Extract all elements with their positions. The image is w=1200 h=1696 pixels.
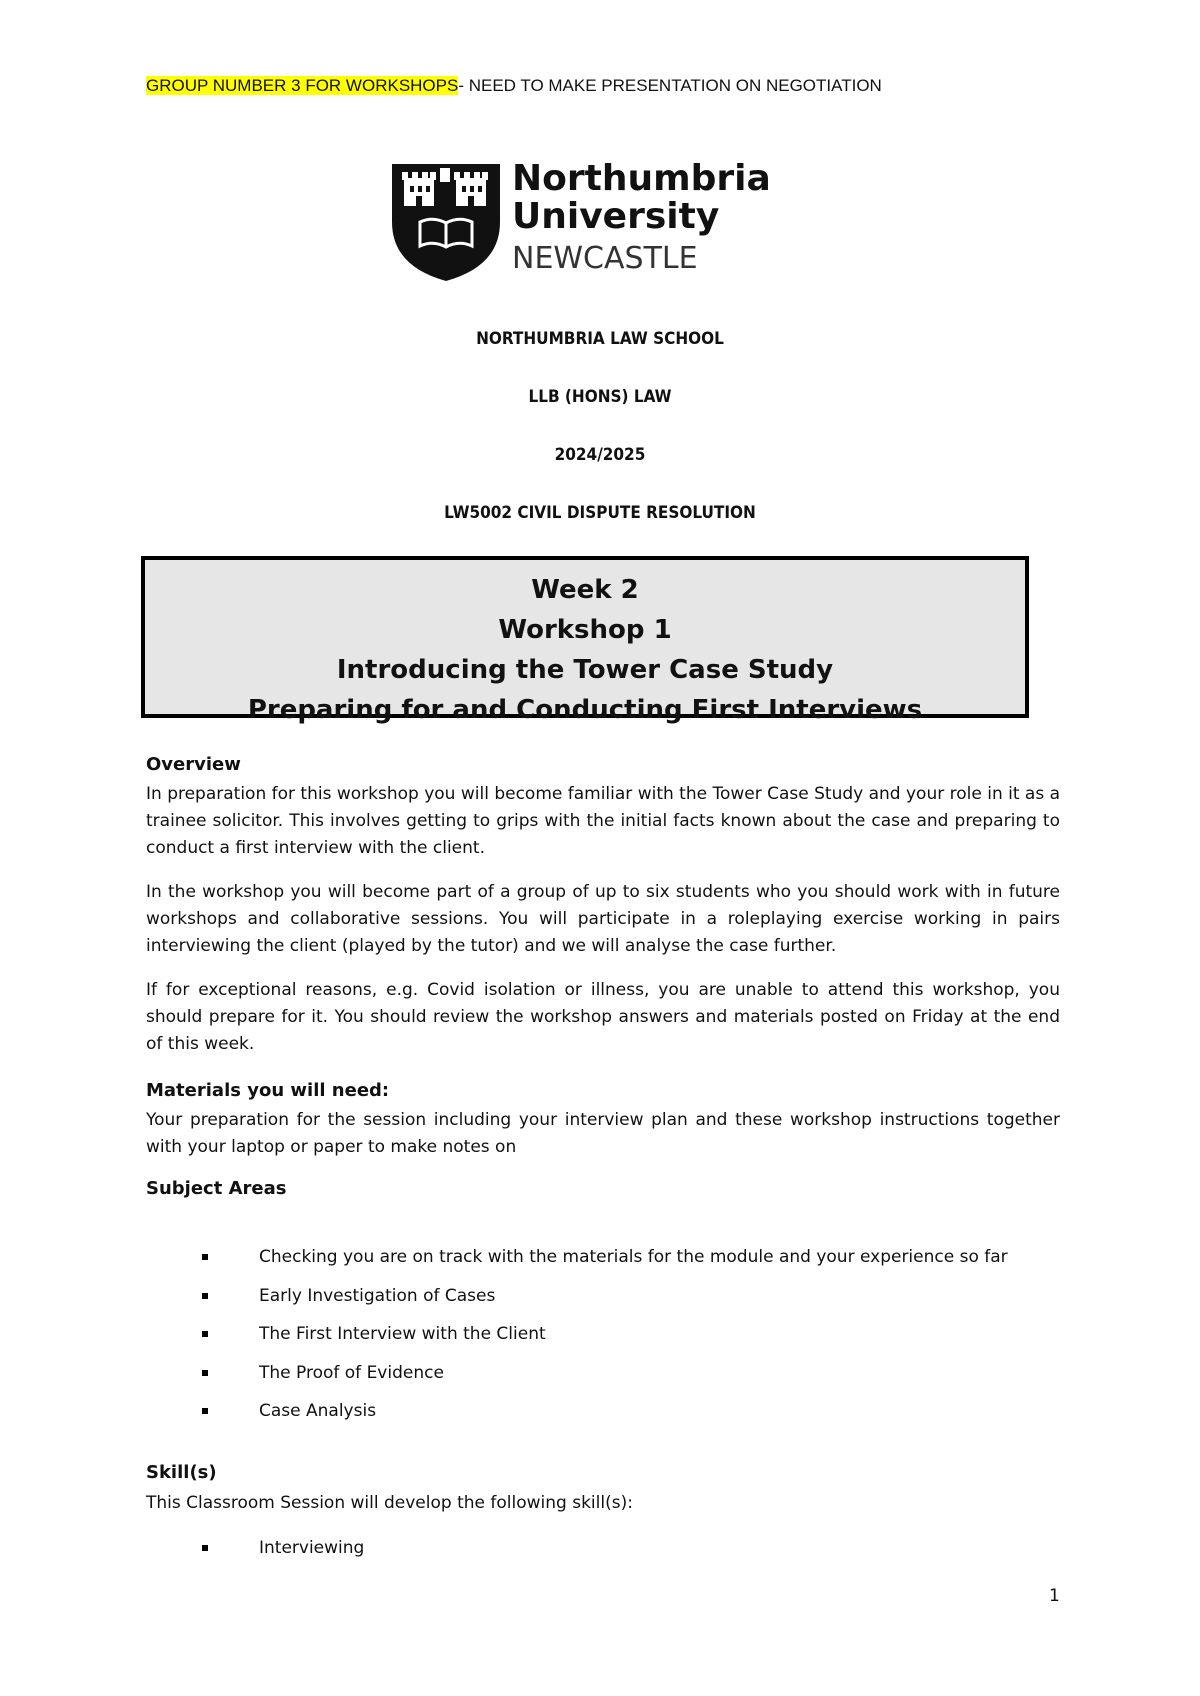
group-note-rest: - NEED TO MAKE PRESENTATION ON NEGOTIATION bbox=[458, 76, 882, 95]
bullet-icon bbox=[202, 1254, 208, 1260]
module-title: LW5002 CIVIL DISPUTE RESOLUTION bbox=[444, 503, 756, 523]
school-name: NORTHUMBRIA LAW SCHOOL bbox=[476, 329, 724, 349]
overview-paragraph-3: If for exceptional reasons, e.g. Covid isolation or illness, you are unable to attend this workshop, you should prepare for it. You should review the workshop answers and materials posted on Friday at the end of this week. bbox=[146, 980, 1060, 1054]
workshop-label: Workshop 1 bbox=[498, 615, 672, 645]
skills-heading: Skill(s) bbox=[146, 1462, 217, 1483]
bullet-icon bbox=[202, 1408, 208, 1414]
workshop-subtitle-2: Preparing for and Conducting First Interviews bbox=[247, 695, 923, 725]
subject-areas-heading: Subject Areas bbox=[146, 1178, 287, 1199]
group-note bbox=[146, 76, 882, 96]
logo-line1: Northumbria bbox=[512, 160, 771, 199]
workshop-subtitle-1: Introducing the Tower Case Study bbox=[336, 655, 834, 685]
academic-year: 2024/2025 bbox=[554, 445, 646, 465]
skills-list bbox=[146, 1536, 1066, 1575]
list-item: Interviewing bbox=[146, 1536, 1066, 1575]
list-item: Checking you are on track with the materials for the module and your experience so far bbox=[146, 1245, 1066, 1284]
materials-text: Your preparation for the session including your interview plan and these workshop instructions together with your laptop or paper to make notes on bbox=[146, 1110, 1060, 1157]
logo-line2: University bbox=[512, 196, 720, 237]
list-item: The Proof of Evidence bbox=[146, 1361, 1066, 1400]
overview-paragraph-1: In preparation for this workshop you will become familiar with the Tower Case Study and your role in it as a trainee solicitor. This involves getting to grips with the initial facts known about the case and preparing to conduct a first interview with the client. bbox=[146, 784, 1061, 858]
bullet-icon bbox=[202, 1293, 208, 1299]
overview-heading: Overview bbox=[146, 754, 241, 775]
materials-heading: Materials you will need: bbox=[146, 1080, 390, 1101]
page-number: 1 bbox=[1049, 1586, 1060, 1606]
programme-name: LLB (HONS) LAW bbox=[528, 387, 672, 407]
workshop-title-box bbox=[141, 556, 1029, 725]
week-label: Week 2 bbox=[531, 575, 639, 605]
list-item: The First Interview with the Client bbox=[146, 1322, 1066, 1361]
skills-intro: This Classroom Session will develop the following skill(s): bbox=[146, 1493, 633, 1513]
logo-line3: NEWCASTLE bbox=[512, 241, 698, 276]
bullet-icon bbox=[202, 1545, 208, 1551]
bullet-icon bbox=[202, 1370, 208, 1376]
group-note-highlight: GROUP NUMBER 3 FOR WORKSHOPS bbox=[146, 76, 459, 95]
bullet-icon bbox=[202, 1331, 208, 1337]
list-item: Early Investigation of Cases bbox=[146, 1284, 1066, 1323]
list-item: Case Analysis bbox=[146, 1399, 1066, 1438]
subject-areas-list bbox=[146, 1245, 1066, 1438]
university-logo bbox=[390, 160, 790, 285]
overview-paragraph-2: In the workshop you will become part of a group of up to six students who you should work with in future workshops and collaborative sessions. You will participate in a roleplaying exercise working in pairs interviewing the client (played by the tutor) and we will analyse the case further. bbox=[146, 882, 1060, 956]
